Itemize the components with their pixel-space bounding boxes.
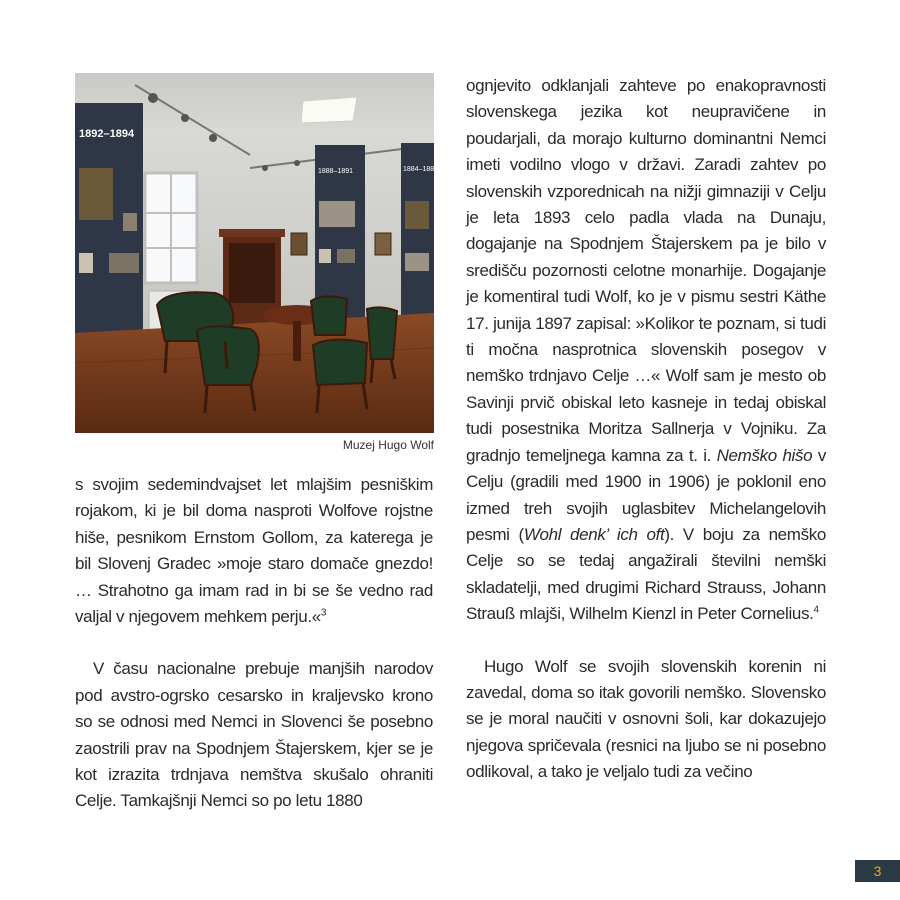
footnote-ref-3: 3 bbox=[320, 607, 327, 619]
left-paragraph-2: V času nacionalne prebuje manjših narodov pod avstro-ogrsko cesarsko in kraljevsko krono so se odnosi med Nemci in Slovenci še posebno zaostrili prav na Spodnjem Štajerskem, kjer se je kot izrazita trdnjava nemštva skušalo ohraniti Celje. Tamkajšnji Nemci so po letu 1880 bbox=[75, 659, 433, 811]
right-paragraph-1-part-c: ). V boju za nemško Celje so se tedaj angažirali številni nemški skladatelji, med drugimi Richard Strauss, Johann Strauß mlajši, Wilhelm Kienzl in Peter Cornelius. bbox=[466, 524, 827, 624]
footnote-ref-4: 4 bbox=[813, 604, 819, 616]
left-column bbox=[75, 472, 433, 815]
panel-center-year: 1888–1891 bbox=[318, 168, 354, 175]
right-paragraph-1-part-a: ognjevito odklanjali zahteve po enakopravnosti slovenskega jezika kot neupravičene in poudarjali, da morajo kulturno dominantni Nemci imeti vodilno vlogo v državi. Zaradi zahtev po slovenskih vzporednicah na nižji gimnaziji v Celju je leta 1893 celo padla vlada na Dunaju, dogajanje na Spodnjem Štajerskem pa je bilo v središču pozornosti celotne monarhije. Dogajanje je komentiral tudi Wolf, ko je v pismu sestri Käthe 17. junija 1897 zapisal: »Kolikor te poznam, si tudi ti močna nasprotnica slovenskih posegov v nemško trdnjavo Celje …« Wolf sam je mesto ob Savinji prvič obiskal leto kasneje in tedaj obiskal tudi posestnika Moritza Sallnerja v Vojniku. Za gradnjo temeljnega kamna za t. i. bbox=[466, 76, 826, 465]
left-paragraph-1 bbox=[75, 472, 433, 630]
panel-right-year: 1884–188 bbox=[403, 166, 434, 173]
right-paragraph-2: Hugo Wolf se svojih slovenskih korenin ni zavedal, doma so itak govorili nemško. Slovensko se je moral naučiti v osnovni šoli, kar dokazujejo njegova spričevala (resnici na ljubo se ni posebno odlikoval, a tako je veljalo tudi za večino bbox=[466, 656, 826, 782]
italic-nemsko-hiso: Nemško hišo bbox=[716, 445, 813, 465]
right-paragraph-1 bbox=[466, 73, 826, 628]
right-column bbox=[466, 73, 826, 786]
right-paragraph-1-part-b: v Celju (gradili med 1900 in 1906) je poklonil eno izmed treh svojih uglasbitev Michelangelovih pesmi ( bbox=[466, 445, 826, 544]
museum-room-illustration bbox=[75, 73, 434, 433]
page-number: 3 bbox=[855, 860, 900, 882]
italic-song-title: Wohl denk’ ich oft bbox=[523, 524, 665, 544]
panel-left-year: 1892–1894 bbox=[79, 128, 135, 140]
museum-photo bbox=[75, 73, 434, 433]
left-paragraph-1-text: s svojim sedemindvajset let mlajšim pesniškim rojakom, ki je bil doma nasproti Wolfove rojstne hiše, pesnikom Ernstom Gollom, za katerega je bil Slovenj Gradec »moje staro domače gnezdo! … Strahotno ga imam rad in bi se še vedno rad valjal v njegovem mehkem perju.« bbox=[75, 475, 433, 627]
photo-caption: Muzej Hugo Wolf bbox=[342, 438, 434, 452]
